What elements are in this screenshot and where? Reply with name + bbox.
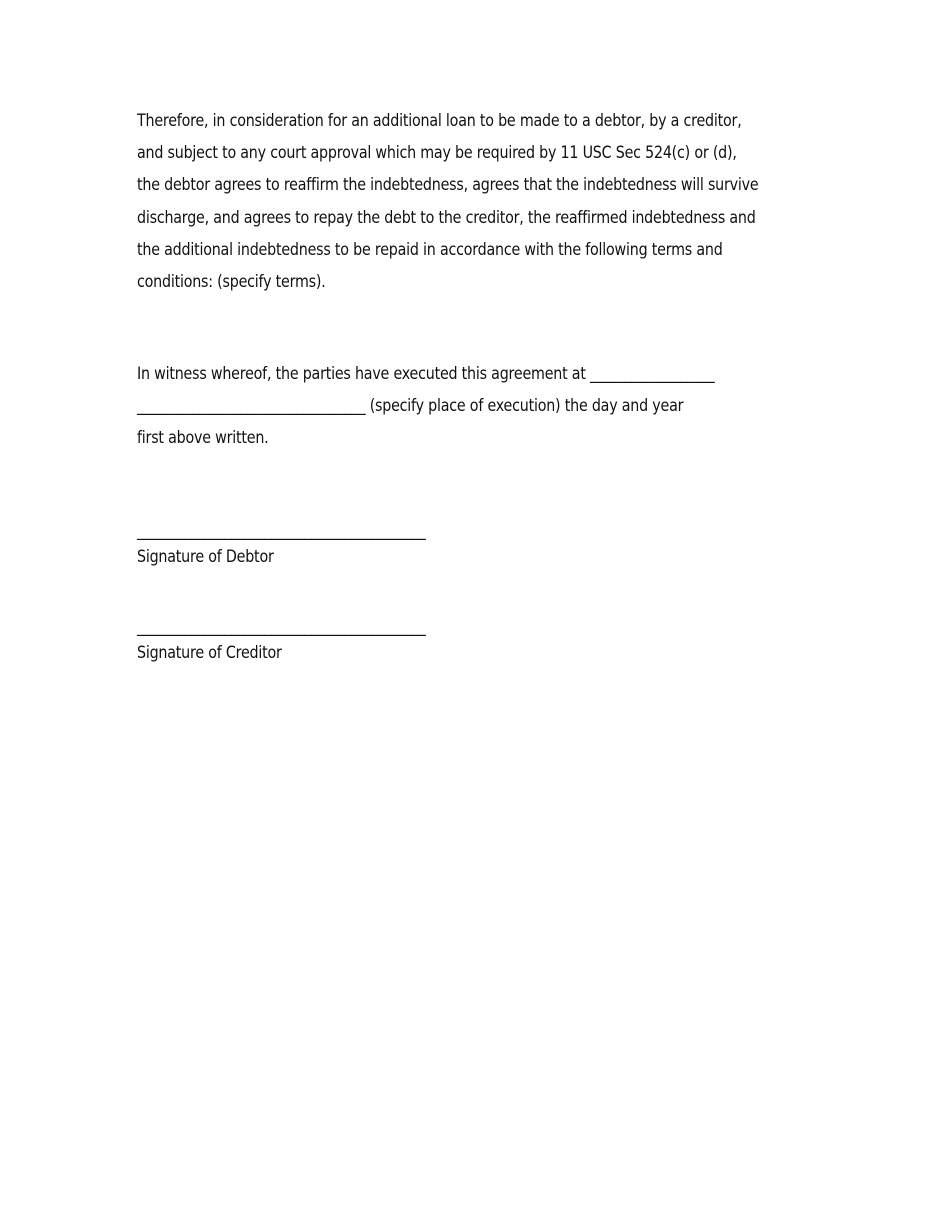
reaffirmation-terms-paragraph bbox=[137, 105, 758, 298]
debtor-signature-line: ___________________________________________ bbox=[137, 521, 426, 540]
paragraph-line: _________________________________ (specify place of execution) the day and year bbox=[137, 396, 684, 416]
paragraph-line: discharge, and agrees to repay the debt to the creditor, the reaffirmed indebtedness and bbox=[137, 207, 756, 227]
debtor-signature-block bbox=[137, 519, 425, 569]
creditor-signature-block bbox=[137, 615, 425, 665]
creditor-signature-line: ___________________________________________ bbox=[137, 617, 426, 636]
paragraph-line: the debtor agrees to reaffirm the indebtedness, agrees that the indebtedness will survive bbox=[137, 175, 759, 195]
paragraph-line: conditions: (specify terms). bbox=[137, 271, 326, 291]
debtor-signature-label: Signature of Debtor bbox=[137, 547, 274, 566]
paragraph-line: In witness whereof, the parties have executed this agreement at __________________ bbox=[137, 364, 715, 383]
witness-paragraph bbox=[137, 358, 715, 455]
creditor-signature-label: Signature of Creditor bbox=[137, 643, 282, 662]
paragraph-line: the additional indebtedness to be repaid in accordance with the following terms and bbox=[137, 239, 723, 259]
paragraph-line: first above written. bbox=[137, 428, 269, 448]
paragraph-line: and subject to any court approval which may be required by 11 USC Sec 524(c) or (d), bbox=[137, 143, 737, 163]
paragraph-line: Therefore, in consideration for an additional loan to be made to a debtor, by a creditor, bbox=[137, 111, 742, 130]
